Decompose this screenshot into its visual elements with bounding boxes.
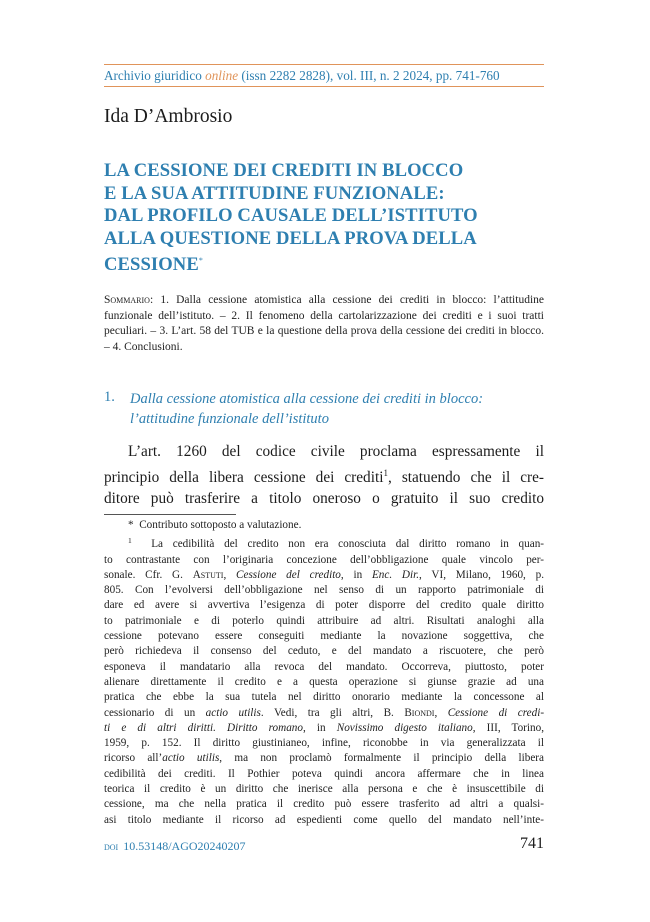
- title-footnote-mark: *: [198, 256, 203, 265]
- title-line: LA CESSIONE DEI CREDITI IN BLOCCO: [104, 160, 464, 181]
- footnote-text: , VI, Milano, 1960, p.: [419, 568, 545, 581]
- cited-work: Enc. Dir.: [371, 568, 420, 581]
- footnote-star-text: Contributo sottoposto a valutazione.: [139, 519, 302, 531]
- footnote-line: cessione potevano essere conseguiti mediante la novazione soggettiva, che: [104, 630, 544, 643]
- footnote-line: 805. Con l’evolversi dell’obbligazione nel senso di un rapporto patrimoniale di: [104, 584, 544, 597]
- footnote-line: 1959, p. 152. Il diritto giustinianeo, infine, riconobbe in via generalizzata il: [104, 737, 544, 750]
- summary-text: 1. Dalla cessione atomistica alla cessione dei crediti in blocco: l’attitudine funzionale dell’istituto. – 2. Il fenomeno della cartolarizzazione dei crediti e i suoi tratti peculiari. – 3. L’art. 58 del TUB e la questione della prova della cessione dei crediti in blocco. – 4. Conclusioni.: [104, 294, 545, 353]
- footnote-ref-1[interactable]: 1: [383, 467, 388, 478]
- header-bottom-rule: [104, 86, 544, 87]
- journal-issue-info: (issn 2282 2828), vol. III, n. 2 2024, pp. 741-760: [241, 68, 500, 83]
- title-line: E LA SUA ATTITUDINE FUNZIONALE:: [104, 182, 445, 204]
- body-line: L’art. 1260 del codice civile proclama espressamente il: [128, 443, 544, 460]
- footnote-line: [104, 706, 544, 721]
- journal-name: Archivio giuridico: [104, 68, 202, 83]
- cited-author: Astuti: [192, 568, 224, 581]
- footnote-1-mark: 1: [128, 536, 132, 546]
- body-text-span: , statuendo che il cre-: [387, 468, 544, 486]
- author-name: Ida D’Ambrosio: [104, 106, 233, 127]
- journal-online-label: online: [205, 68, 239, 83]
- footnote-line: to patrimoniale e di poterlo quindi attribuire ad altri. Risultati analoghi alla: [104, 614, 544, 627]
- section-number: 1.: [104, 389, 115, 405]
- latin-term: actio utilis: [205, 706, 261, 719]
- page-number: 741: [520, 835, 544, 852]
- cited-title: Cessione del credito: [236, 568, 341, 581]
- footnote-text: ,: [223, 568, 227, 581]
- footnote-line: [104, 568, 544, 583]
- footnotes: [104, 518, 544, 828]
- footnote-text: , ma non proclamò formalmente il principio della libera: [219, 752, 544, 765]
- latin-term: actio utilis: [162, 752, 220, 765]
- title-line: ALLA QUESTIONE DELLA PROVA DELLA: [104, 227, 477, 249]
- cited-work: Novissimo digesto italiano: [336, 721, 473, 734]
- footnote-text: , III, Torino,: [472, 721, 545, 734]
- footnote-line: cedibilità dei crediti. Il Pothier poteva quindi ancora affermare che in linea: [104, 767, 544, 780]
- footnote-line: dare ed avere si avvertiva l’esigenza di poter disporre del credito quale diritto: [104, 599, 544, 612]
- footnote-text: sonale. Cfr. G.: [104, 568, 183, 581]
- footnote-line: asi titolo mediante il ricorso ad espedienti come quello del mandato nell’inte-: [104, 813, 544, 826]
- footnote-star: [104, 518, 544, 533]
- footnote-line: teorica il credito è un diritto che inerisce alla persona e che è insuscettibile di: [104, 783, 544, 796]
- body-line: [104, 463, 544, 489]
- summary: [104, 293, 544, 355]
- header-top-rule: [104, 64, 544, 65]
- doi[interactable]: [104, 839, 246, 854]
- footnote-text: . Vedi, tra gli altri, B.: [260, 706, 394, 719]
- cited-title: ti e di altri diritti. Diritto romano: [104, 721, 303, 734]
- section-title: Dalla cessione atomistica alla cessione dei crediti in blocco: l’attitudine funzionale dell’istituto: [130, 391, 484, 427]
- body-text-span: principio della libera cessione dei crediti: [104, 468, 384, 486]
- doi-value[interactable]: 10.53148/AGO20240207: [123, 839, 246, 853]
- footnote-line: to contrastante con l’originaria concezione dell’obbligazione quale vincolo per-: [104, 553, 544, 566]
- footnote-line: [104, 721, 544, 736]
- footnote-line: però richiedeva il consenso del ceduto, e del mandato a riscuotere, che però: [104, 645, 544, 658]
- footnote-text: cessionario di un: [104, 706, 196, 719]
- footnote-line: [104, 533, 544, 552]
- footnote-line: [104, 751, 544, 766]
- footnote-text: ,: [434, 706, 438, 719]
- footnote-text: , in: [340, 568, 363, 581]
- footnote-line: cessione, ma che nella pratica il credito può essere trasferito ad altri a qualsi-: [104, 798, 544, 811]
- body-line: ditore può trasferire a titolo oneroso o gratuito il suo credito: [104, 490, 544, 507]
- title-line: CESSIONE: [104, 254, 199, 275]
- article-title: [104, 160, 544, 277]
- footnote-line: alienare direttamente il credito e a questa operazione si giunse grazie ad una: [104, 675, 544, 688]
- footnote-line: pratica che ebbe la sua tutela nel diritto onorario mediante la concessone al: [104, 691, 544, 704]
- footnote-separator: [104, 514, 236, 515]
- doi-label: doi: [104, 841, 119, 853]
- footnote-text: La cedibilità del credito non era conosciuta dal diritto romano in quan-: [151, 538, 545, 551]
- title-line-last: [104, 250, 544, 277]
- journal-header: [104, 68, 544, 84]
- cited-title: Cessione di credi-: [447, 706, 545, 719]
- footnote-text: , in: [303, 721, 326, 734]
- summary-label: Sommario:: [104, 294, 154, 306]
- footnote-text: ricorso all’: [104, 752, 163, 765]
- cited-author: Biondi: [404, 706, 435, 719]
- body-paragraph: [104, 441, 544, 510]
- footnote-star-mark: *: [128, 519, 134, 531]
- footnote-line: esponeva il mandatario alla revoca del mandato. Occorreva, piuttosto, poter: [104, 660, 544, 673]
- title-line: DAL PROFILO CAUSALE DELL’ISTITUTO: [104, 205, 478, 226]
